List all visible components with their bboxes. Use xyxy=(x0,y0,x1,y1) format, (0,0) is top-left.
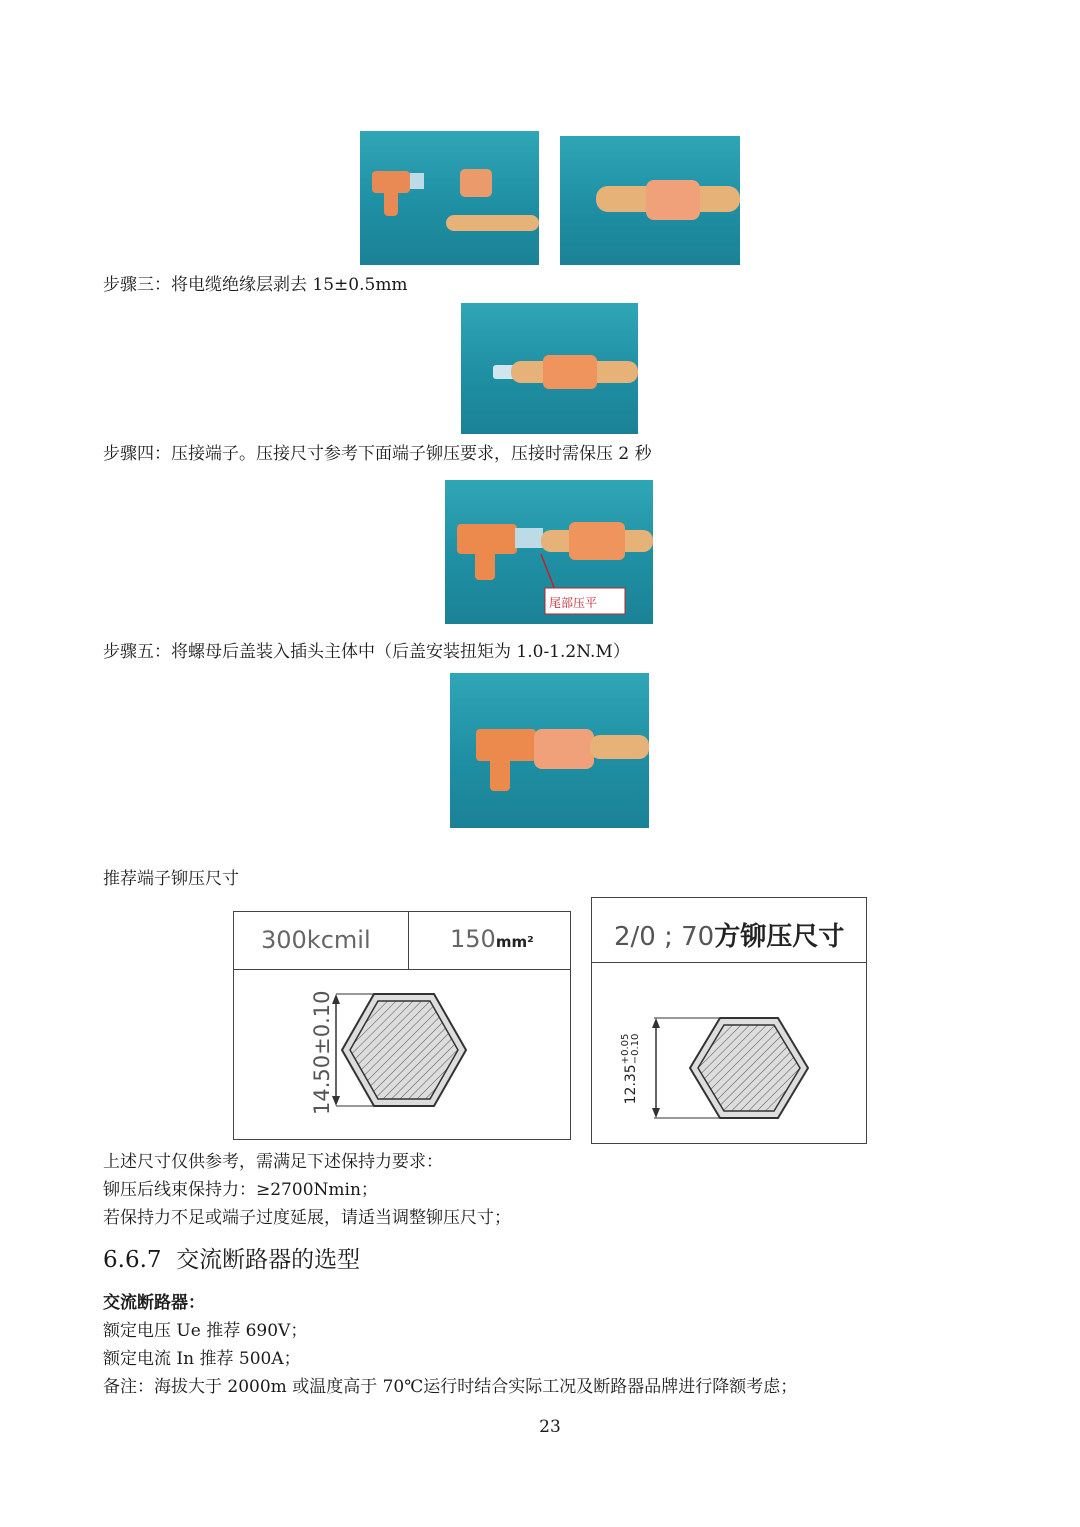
note-adjust: 若保持力不足或端子过度延展，请适当调整铆压尺寸； xyxy=(103,1208,511,1228)
crimp-size-header xyxy=(614,916,844,953)
mm2-unit: mm² xyxy=(495,933,534,951)
dimension-right-minus: −0.10 xyxy=(630,1033,641,1065)
photo-step2-parts xyxy=(360,131,539,265)
step5-text: 步骤五：将螺母后盖装入插头主体中（后盖安装扭矩为 1.0-1.2N.M） xyxy=(103,642,630,662)
crimp-table-300kcmil xyxy=(233,911,571,1140)
photo-step3-stripped xyxy=(461,303,638,434)
photo-step5-assembled xyxy=(450,673,649,828)
crimp-size-header-suffix: 方铆压尺寸 xyxy=(714,922,845,952)
page-number: 23 xyxy=(539,1417,561,1437)
crimp-table-70mm2 xyxy=(591,897,867,1144)
note-reference: 上述尺寸仅供参考，需满足下述保持力要求： xyxy=(103,1152,443,1172)
breaker-label: 交流断路器： xyxy=(103,1293,205,1313)
hexagon-crimp-right xyxy=(632,998,852,1128)
breaker-note: 备注：海拔大于 2000m 或温度高于 70℃运行时结合实际工况及断路器品牌进行降额考虑； xyxy=(103,1377,798,1397)
table-header-divider-right xyxy=(592,962,866,963)
step4-text: 步骤四：压接端子。压接尺寸参考下面端子铆压要求，压接时需保压 2 秒 xyxy=(103,444,652,464)
mm2-size-label xyxy=(450,925,534,953)
photo-step2-sleeve xyxy=(560,136,740,265)
note-retention-force: 铆压后线束保持力：≥2700Nmin； xyxy=(103,1180,378,1200)
dimension-right-base: 12.35 xyxy=(623,1064,639,1105)
dimension-right-plus: +0.05 xyxy=(620,1033,631,1065)
dimension-label-left: 14.50±0.10 xyxy=(310,990,334,1115)
crimp-size-header-prefix: 2/0 ; 70 xyxy=(614,922,715,952)
section-heading: 6.6.7 交流断路器的选型 xyxy=(103,1247,361,1273)
photo-label-tail-flat: 尾部压平 xyxy=(549,596,598,610)
photo-step4-crimp xyxy=(445,480,653,624)
table-col-divider xyxy=(408,912,409,969)
dimension-label-right xyxy=(621,1024,641,1114)
breaker-current: 额定电流 In 推荐 500A； xyxy=(103,1349,301,1369)
crimp-title: 推荐端子铆压尺寸 xyxy=(103,869,239,889)
table-header-divider xyxy=(234,969,570,970)
breaker-voltage: 额定电压 Ue 推荐 690V； xyxy=(103,1321,308,1341)
step3-text: 步骤三：将电缆绝缘层剥去 15±0.5mm xyxy=(103,275,408,295)
mm2-size-number: 150 xyxy=(450,925,496,953)
awg-size-label: 300kcmil xyxy=(261,926,371,954)
